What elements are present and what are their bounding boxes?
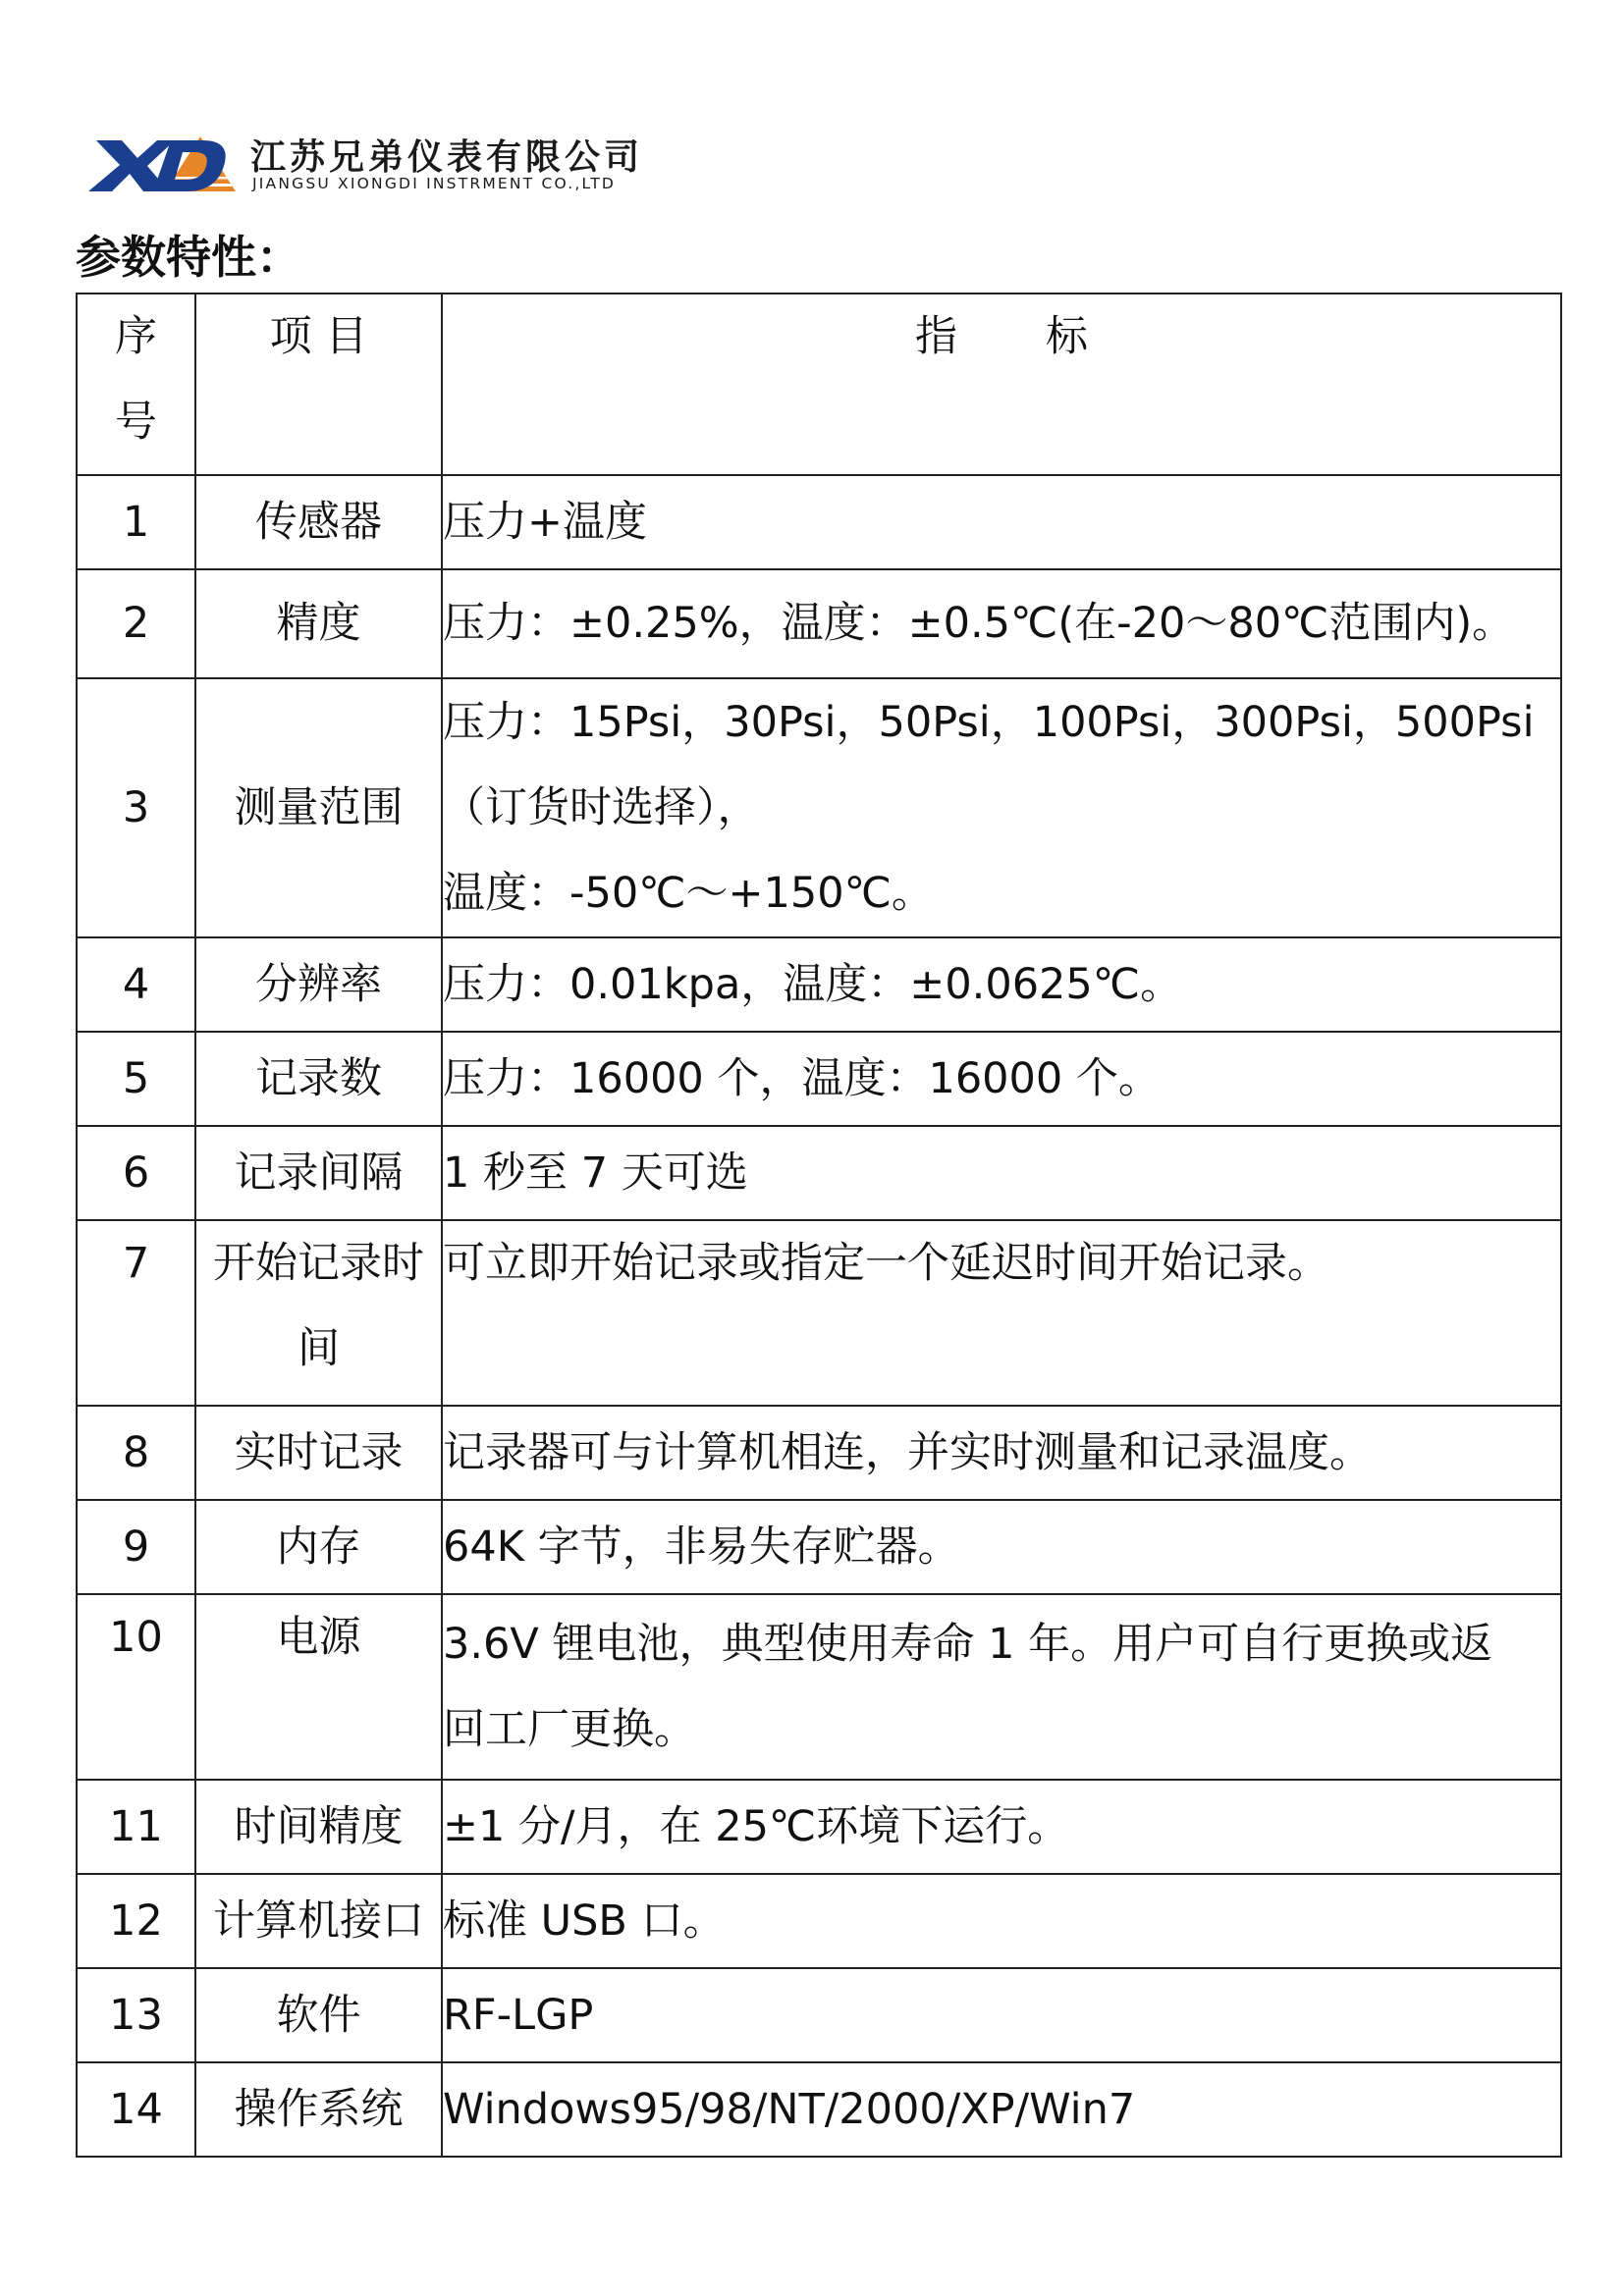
row-no: 10 [77, 1594, 195, 1780]
row-item: 内存 [195, 1500, 442, 1594]
row-no: 8 [77, 1406, 195, 1500]
row-no: 5 [77, 1032, 195, 1126]
row-spec [442, 678, 1561, 937]
row-spec: RF-LGP [442, 1968, 1561, 2062]
header-spec-char1: 指 [915, 312, 957, 361]
row-item-line: 间 [298, 1324, 340, 1373]
row-item: 软件 [195, 1968, 442, 2062]
row-item: 计算机接口 [195, 1874, 442, 1968]
row-spec: 压力：0.01kpa，温度：±0.0625℃。 [442, 937, 1561, 1032]
row-spec: 压力+温度 [442, 475, 1561, 569]
row-no: 6 [77, 1126, 195, 1220]
table-row [77, 1406, 1561, 1500]
row-spec-line: 回工厂更换。 [443, 1704, 696, 1754]
table-row [77, 1780, 1561, 1874]
header-no-line1: 序 [115, 312, 157, 361]
row-no: 12 [77, 1874, 195, 1968]
row-item-line: 开始记录时 [213, 1239, 424, 1288]
row-no: 9 [77, 1500, 195, 1594]
row-spec: 压力：16000 个，温度：16000 个。 [442, 1032, 1561, 1126]
company-logo-icon [88, 133, 238, 193]
row-item: 操作系统 [195, 2062, 442, 2157]
table-header-row [77, 294, 1561, 475]
row-no: 13 [77, 1968, 195, 2062]
row-no: 7 [77, 1220, 195, 1406]
section-title: 参数特性： [76, 231, 301, 284]
table-row [77, 2062, 1561, 2157]
row-item: 实时记录 [195, 1406, 442, 1500]
row-spec-line: 3.6V 锂电池，典型使用寿命 1 年。用户可自行更换或返 [443, 1619, 1493, 1669]
header-spec-char2: 标 [1046, 312, 1088, 361]
row-spec: 压力：±0.25%，温度：±0.5℃(在-20～80℃范围内)。 [442, 569, 1561, 678]
table-row [77, 1594, 1561, 1780]
row-no: 14 [77, 2062, 195, 2157]
company-name-en: JIANGSU XIONGDI INSTRMENT CO.,LTD [252, 175, 617, 192]
row-item: 传感器 [195, 475, 442, 569]
row-spec: ±1 分/月，在 25℃环境下运行。 [442, 1780, 1561, 1874]
row-item: 测量范围 [195, 678, 442, 937]
row-item: 记录数 [195, 1032, 442, 1126]
table-row [77, 1968, 1561, 2062]
header-no [77, 294, 195, 475]
table-row [77, 937, 1561, 1032]
table-row [77, 1874, 1561, 1968]
header-no-line2: 号 [115, 398, 157, 447]
header-spec [442, 294, 1561, 475]
row-no: 4 [77, 937, 195, 1032]
row-item: 电源 [195, 1594, 442, 1780]
row-no: 2 [77, 569, 195, 678]
row-spec: 可立即开始记录或指定一个延迟时间开始记录。 [442, 1220, 1561, 1406]
table-row [77, 1220, 1561, 1406]
row-item: 分辨率 [195, 937, 442, 1032]
header-item: 项 目 [195, 294, 442, 475]
table-row [77, 569, 1561, 678]
row-spec: 标准 USB 口。 [442, 1874, 1561, 1968]
row-spec-line: 压力：15Psi，30Psi，50Psi，100Psi，300Psi，500Psi [443, 697, 1535, 747]
table-row [77, 475, 1561, 569]
row-spec: 1 秒至 7 天可选 [442, 1126, 1561, 1220]
row-no: 11 [77, 1780, 195, 1874]
table-row [77, 1032, 1561, 1126]
row-item [195, 1220, 442, 1406]
row-spec: 64K 字节，非易失存贮器。 [442, 1500, 1561, 1594]
row-item: 记录间隔 [195, 1126, 442, 1220]
table-row [77, 1126, 1561, 1220]
row-spec: Windows95/98/NT/2000/XP/Win7 [442, 2062, 1561, 2157]
parameter-table [76, 293, 1562, 2158]
row-spec: 记录器可与计算机相连，并实时测量和记录温度。 [442, 1406, 1561, 1500]
company-header [88, 128, 697, 196]
company-name-cn: 江苏兄弟仪表有限公司 [250, 137, 644, 178]
row-spec-line: （订货时选择）， [443, 782, 760, 832]
row-no: 1 [77, 475, 195, 569]
row-item: 时间精度 [195, 1780, 442, 1874]
table-row [77, 678, 1561, 937]
row-spec [442, 1594, 1561, 1780]
row-spec-line: 温度：-50℃～+150℃。 [443, 868, 934, 918]
row-no: 3 [77, 678, 195, 937]
table-row [77, 1500, 1561, 1594]
row-item: 精度 [195, 569, 442, 678]
